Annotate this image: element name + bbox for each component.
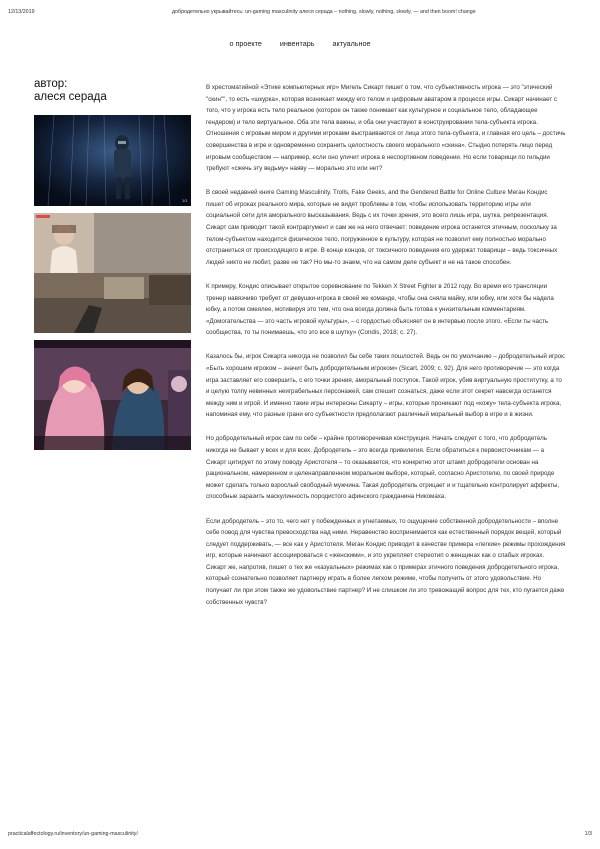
author-label: автор: bbox=[34, 78, 68, 90]
author-name[interactable]: алеся серада bbox=[34, 91, 107, 103]
page-number: 1/3 bbox=[584, 831, 592, 837]
game-screenshot-2 bbox=[34, 213, 191, 333]
paragraph-6: Если добродетель – это то, чего нет у побежденных и угнетаемых, то ощущение собственной добродетельности – вполне себе повод для чувства превосходства над ними. Неравенство воспринимается как естественный порядок вещей, который следует поддерживать, — все как у Аристотеля. Меган Кондис приводит в качестве примера «легкие» режимы прохождения игр, которые начинают ассоциироваться с «женскими», и это укрепляет стереотип о женщинах как о слабых игроках. Сикарт же, напротив, пишет о тех же «казуальных» режимах как о примерах этичного поведения добродетельного игрока, который сознательно позволяет партнеру играть в более легком режиме, чтобы получить от этого удовольствие. Но получает ли при этом также же удовольствие партнер? И не слишком ли это тревожащий вопрос для тех, кто пугается даже собственных чувств? bbox=[206, 517, 566, 606]
print-url: practicalaffectology.ru/inventory/un-gaming-masculinity/ bbox=[8, 831, 138, 837]
print-title: добродетельно укрывайтесь: un-gaming masculinity алеся серада – nothing, slowly, nothing, slowly, — and then boom! change bbox=[172, 9, 476, 15]
paragraph-5: Но добродетельный игрок сам по себе – крайне противоречивая конструкция. Начать следует с того, что добродетель никогда не бывает у всех и для всех. Добродетель – это всегда привилегия. Если обратиться к первоисточникам — а Сикарт цитирует по этому поводу Аристотеля – то оказывается, что конкретно этот штамп добродетели основан на рациональном, намеренном и целенаправленном моральном выборе, который, согласно Аристотелю, по своей природе может сделать только взрослый свободный мужчина. Такая добродетель отрицает и и тщательно контролирует аффекты, способные заразить маскулинность породистого афинского гражданина Никомаха. bbox=[206, 435, 560, 501]
author-block bbox=[34, 78, 107, 104]
paragraph-4: Казалось бы, игрок Сикарта никогда не позволил бы себе таких пошлостей. Ведь он по умолчанию – добродетельный игрок: «Быть хорошим игроком – значит быть добродетельным игроком» (Sicart, 2009; с. 92). Для него противоречие — это когда игра заставляет его совершить, с его точки зрения, аморальный поступок. Такой игрок, убив виртуальную проститутку, а то и целую толпу невинных неиграбельных персонажей, сам спешит сознаться, даже если этот секрет навсегда останется между ним и игрой. И именно такие игры интересны Сикарту – игры, которые проникают под «кожу» тела-субъекта игрока, напоминая ему, что разные грани его субъектности предполагают различный моральный выбор в игре и в жизни. bbox=[206, 353, 566, 419]
game-scene-1-image bbox=[34, 115, 191, 206]
game-screenshot-3 bbox=[34, 340, 191, 450]
print-header bbox=[8, 9, 592, 21]
paragraph-3: К примеру, Кондис описывает открытое соревнование по Tekken X Street Fighter в 2012 году. Во время его трансляции тренер навязчиво требует от девушки-игрока в своей же команде, чтобы она сняла майку, или юбку, или хотя бы надела юбку, а потом смеялее, мотивируя это тем, что она всегда должна быть готова к унизительным комментариям. «Домогательства — это часть игровой культуры», – с гордостью объясняет он в интервью после этого. «Если ты часть сообщества, то ты понимаешь, что это все в шутку» (Condis, 2018; с. 27). bbox=[206, 282, 554, 337]
game-screenshot-1 bbox=[34, 115, 191, 206]
stream-scene-image bbox=[34, 213, 191, 333]
nav-item-current[interactable]: актуальное bbox=[332, 39, 371, 48]
anime-scene-image bbox=[34, 340, 191, 450]
article-body bbox=[206, 82, 566, 621]
nav-item-inventory[interactable]: инвентарь bbox=[279, 39, 315, 48]
print-date: 12/13/2019 bbox=[8, 9, 35, 15]
nav-item-about[interactable]: о проекте bbox=[229, 39, 262, 48]
paragraph-1: В хрестоматийной «Этике компьютерных игр» Мигель Сикарт пишет о том, что субъективность игрока — это "этический "скин"", то есть «шкурка», которая возникает между его телом и цифровым аватаром в процессе игры. Сикарт начинает с того, что у игрока есть тело реальное (которое он также понимает как культурное и социальное тело, обладающее гендером) и тело виртуальное. Оба эти тела важны, и оба они участвуют в конструировании тела-субъекта игрока. Отношения с игровым миром и другими игроками выстраиваются от лица этого тела-субъекта, и главная его цель – достичь совершенства в игре и одновременно сохранить целостность своего морального «скина». Стыдно потерять лицо перед игровым сообществом — например, если оно уличит игрока в неспортивном поведении. Но если товарищи по гильдии требуют «сжечь эту ведьму» наяву — морально это или нет? bbox=[206, 84, 566, 173]
top-nav bbox=[0, 39, 600, 48]
paragraph-2: В своей недавней книге Gaming Masculinity. Trolls, Fake Geeks, and the Gendered Battle for Online Culture Меган Кондис пишет об игроках реального мира, которые не видят проблемы в том, чтобы использовать территорию игры или социальной сети для аморального высказывания. Ведь с их точки зрения, это всего лишь игра, шутка, репрезентация. Сикарт сам приводит такой контраргумент и сам же на него отвечает: поведение игрока останется этичным, поскольку за телом-субъектом находится физическое тело, погруженное в культуру, которая не позволит ему полностью морально отстраниться от происходящего в игре. В конце концов, от токсичного поведения его удержат товарищи – ведь токсичных людей никто не любит, разве не так? Но мы-то знаем, что на самом деле субъект и не на такое способен. bbox=[206, 189, 558, 266]
thumb1-caption: 1/1 bbox=[182, 198, 188, 203]
